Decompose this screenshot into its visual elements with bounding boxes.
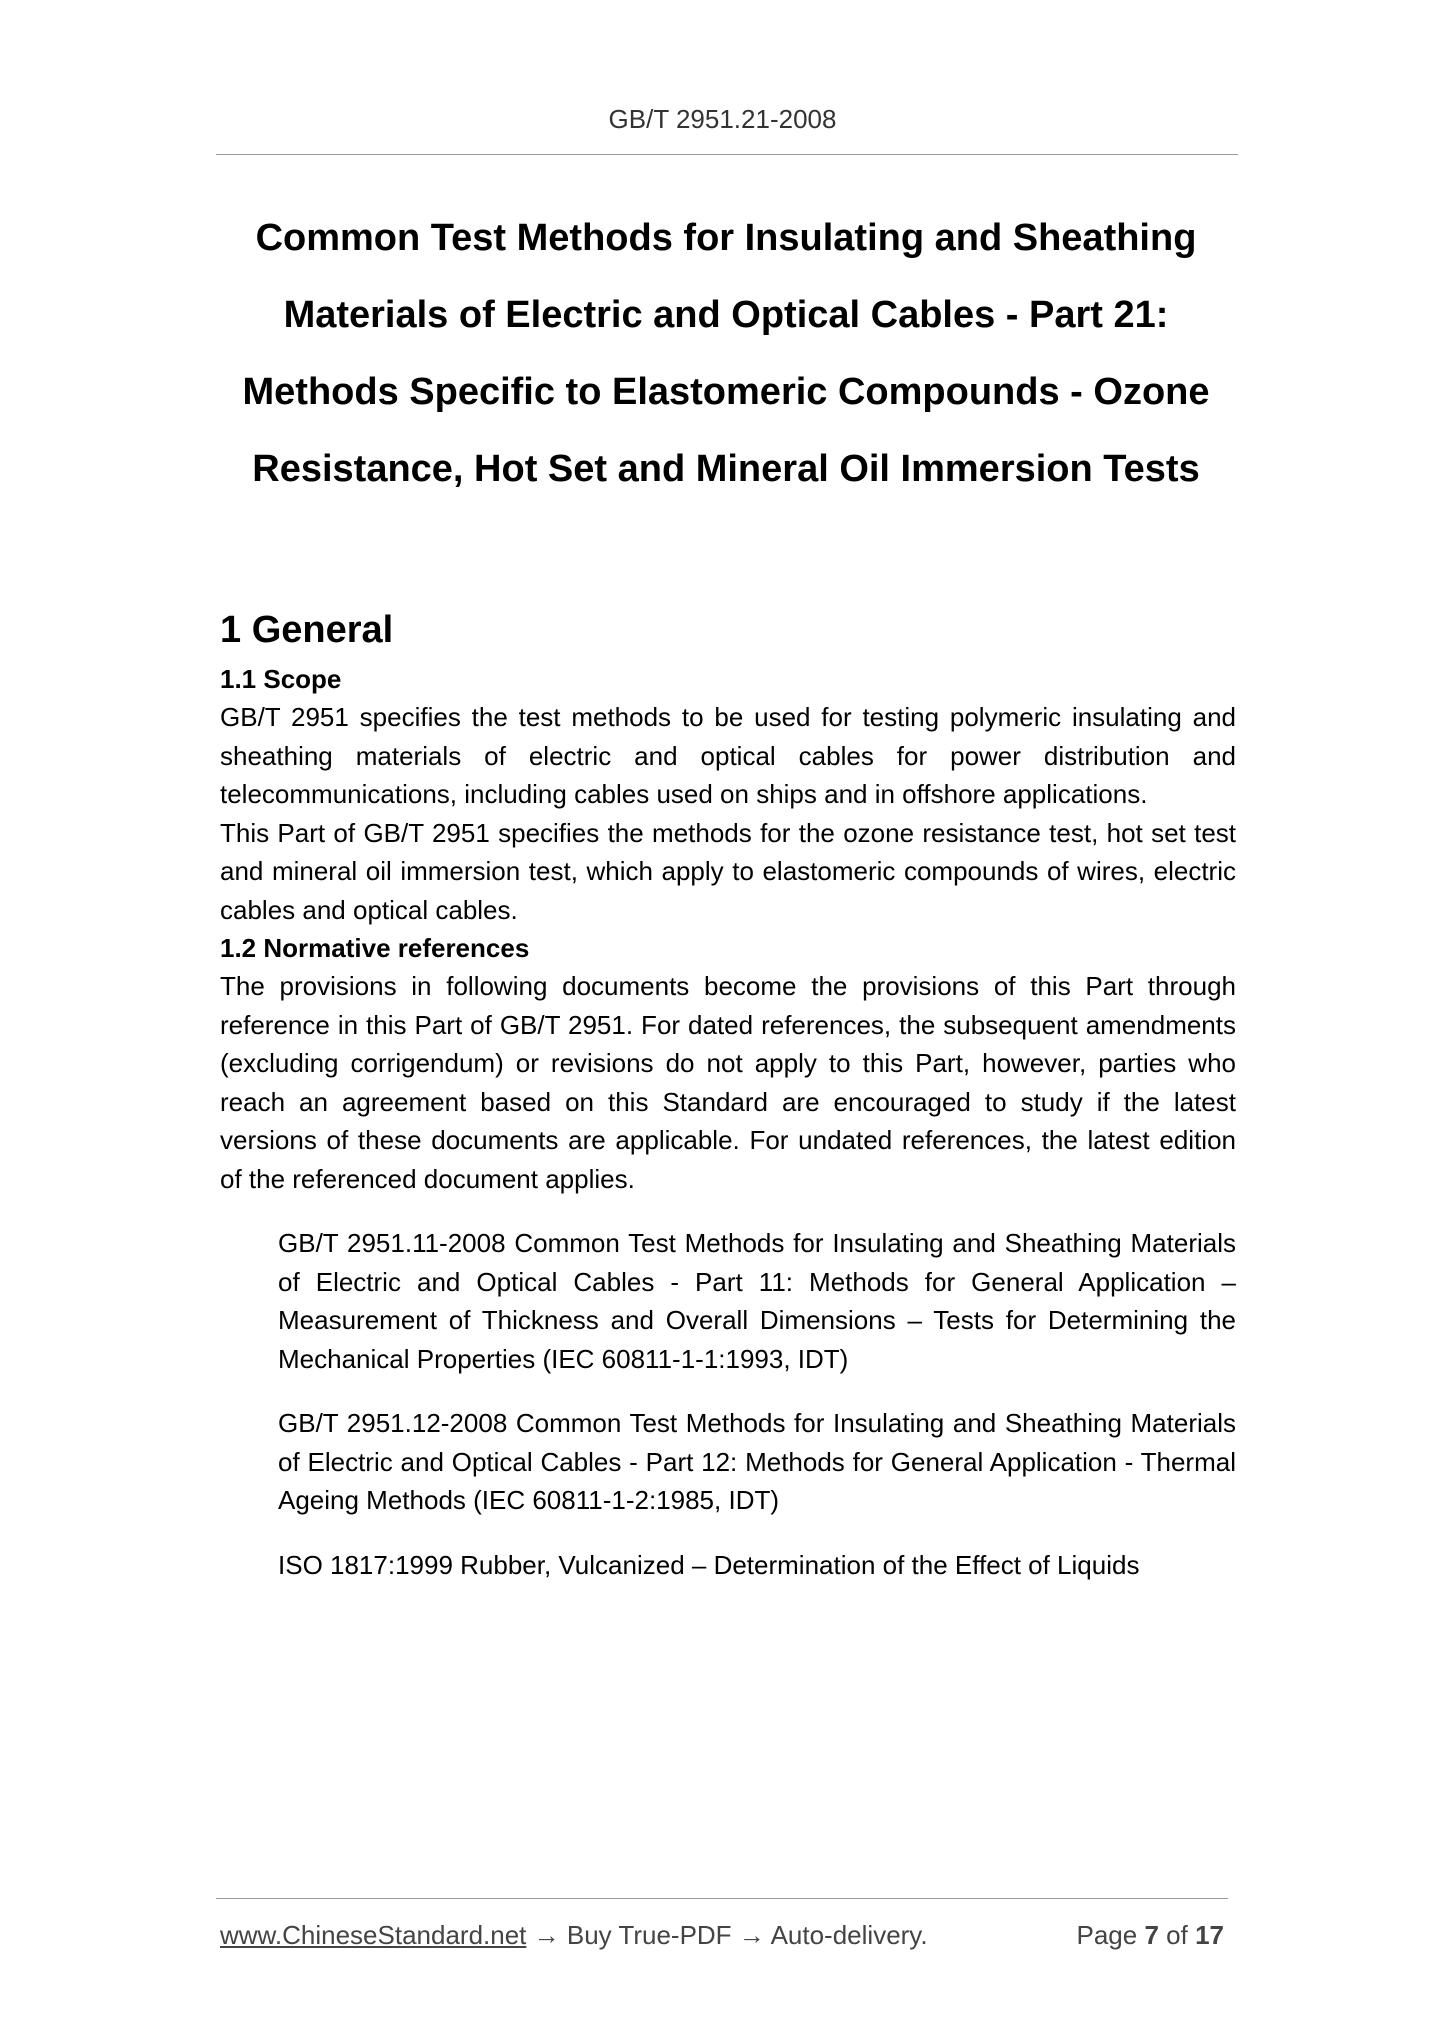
page-indicator — [1076, 1920, 1224, 1951]
title-line: Resistance, Hot Set and Mineral Oil Immersion Tests — [252, 448, 1200, 490]
page-label: Page — [1076, 1920, 1138, 1950]
website-link[interactable]: www.ChineseStandard.net — [220, 1920, 527, 1950]
header-divider — [216, 154, 1238, 155]
current-page-number: 7 — [1144, 1920, 1159, 1950]
of-label: of — [1166, 1920, 1188, 1950]
reference-item: ISO 1817:1999 Rubber, Vulcanized – Determination of the Effect of Liquids — [278, 1549, 1140, 1580]
scope-paragraph: GB/T 2951 specifies the test methods to be used for testing polymeric insulating and sheathing materials of electric and optical cables for power distribution and telecommunications, including cables used on ships and in offshore applications. — [220, 702, 1236, 809]
footer-promo — [220, 1920, 928, 1951]
subsection-heading-normative-references: 1.2 Normative references — [220, 933, 530, 963]
title-line: Methods Specific to Elastomeric Compounds - Ozone — [242, 371, 1210, 413]
normative-references-intro: The provisions in following documents become the provisions of this Part through reference in this Part of GB/T 2951. For dated references, the subsequent amendments (excluding corrigendum) or revisions do not apply to this Part, however, parties who reach an agreement based on this Standard are encouraged to study if the latest versions of these documents are applicable. For undated references, the latest edition of the referenced document applies. — [220, 971, 1236, 1194]
title-line: Common Test Methods for Insulating and Sheathing — [255, 217, 1197, 259]
section-heading-general: 1 General — [220, 609, 394, 651]
reference-item: GB/T 2951.12-2008 Common Test Methods for Insulating and Sheathing Materials of Electric and Optical Cables - Part 12: Methods for General Application - Thermal Ageing Methods (IEC 60811-1-2:1985, IDT) — [278, 1408, 1236, 1515]
title-line: Materials of Electric and Optical Cables - Part 21: — [283, 294, 1169, 336]
footer-promo-text: → Buy True-PDF → Auto-delivery. — [526, 1920, 928, 1950]
total-pages-number: 17 — [1195, 1920, 1224, 1950]
subsection-heading-scope: 1.1 Scope — [220, 664, 342, 694]
reference-item: GB/T 2951.11-2008 Common Test Methods for Insulating and Sheathing Materials of Electric and Optical Cables - Part 11: Methods for General Application – Measurement of Thickness and Overall Dimensions – Tests for Determining the Mechanical Properties (IEC 60811-1-1:1993, IDT) — [278, 1228, 1236, 1374]
scope-paragraph: This Part of GB/T 2951 specifies the methods for the ozone resistance test, hot set test and mineral oil immersion test, which apply to elastomeric compounds of wires, electric cables and optical cables. — [220, 817, 1236, 925]
running-header: GB/T 2951.21-2008 — [608, 104, 837, 134]
document-body — [220, 600, 1236, 1584]
page-footer — [220, 1920, 1230, 1960]
document-title — [216, 200, 1236, 508]
footer-divider — [216, 1898, 1228, 1899]
